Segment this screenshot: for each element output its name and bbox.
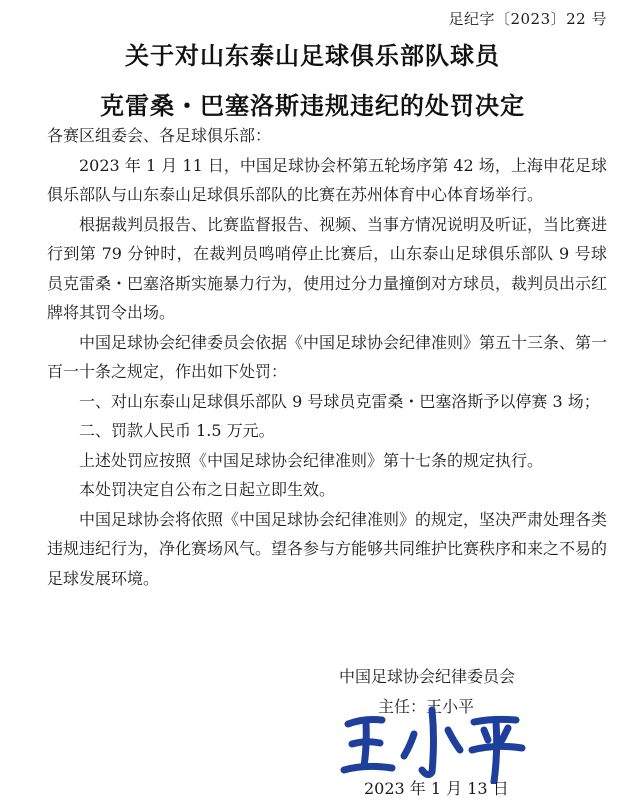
- signing-organization: 中国足球协会纪律委员会: [339, 667, 516, 686]
- document-title-line-1: 关于对山东泰山足球俱乐部队球员: [125, 42, 500, 70]
- paragraph-execution: 上述处罚应按照《中国足球协会纪律准则》第十七条的规定执行。: [79, 450, 544, 470]
- document-number: 足纪字〔2023〕22 号: [448, 10, 607, 28]
- addressee: 各赛区组委会、各足球俱乐部：: [47, 126, 272, 145]
- chief-label: 主任：王小平: [378, 697, 475, 716]
- paragraph-statement: 中国足球协会将依照《中国足球协会纪律准则》的规定，坚决严肃处理各类违规违纪行为，净化赛场风气。望各参与方能够共同维护比赛秩序和来之不易的足球发展环境。: [47, 509, 608, 588]
- handwritten-signature: [336, 700, 526, 784]
- signature-strokes: [344, 710, 522, 782]
- document-body: [47, 121, 607, 593]
- document-title-line-2: 克雷桑・巴塞洛斯违规违纪的处罚决定: [100, 92, 525, 120]
- issue-date: 2023 年 1 月 13 日: [364, 779, 509, 798]
- penalty-item-2: 二、罚款人民币 1.5 万元。: [79, 421, 275, 440]
- paragraph-match-info: 2023 年 1 月 11 日，中国足球协会杯第五轮场序第 42 场，上海申花足球俱乐部队与山东泰山足球俱乐部队的比赛在苏州体育中心体育场举行。: [47, 155, 607, 204]
- paragraph-effective: 本处罚决定自公布之日起立即生效。: [79, 480, 336, 499]
- paragraph-basis: 中国足球协会纪律委员会依据《中国足球协会纪律准则》第五十三条、第一百一十条之规定，作出如下处罚：: [47, 332, 608, 381]
- paragraph-incident: 根据裁判员报告、比赛监督报告、视频、当事方情况说明及听证，当比赛进行到第 79 分钟时，在裁判员鸣哨停止比赛后，山东泰山足球俱乐部队 9 号球员克雷桑・巴塞洛斯实施暴力行为，使用过分力量撞倒对方球员，裁判员出示红牌将其罚令出场。: [47, 214, 608, 322]
- penalty-item-1: 一、对山东泰山足球俱乐部队 9 号球员克雷桑・巴塞洛斯予以停赛 3 场；: [79, 391, 600, 411]
